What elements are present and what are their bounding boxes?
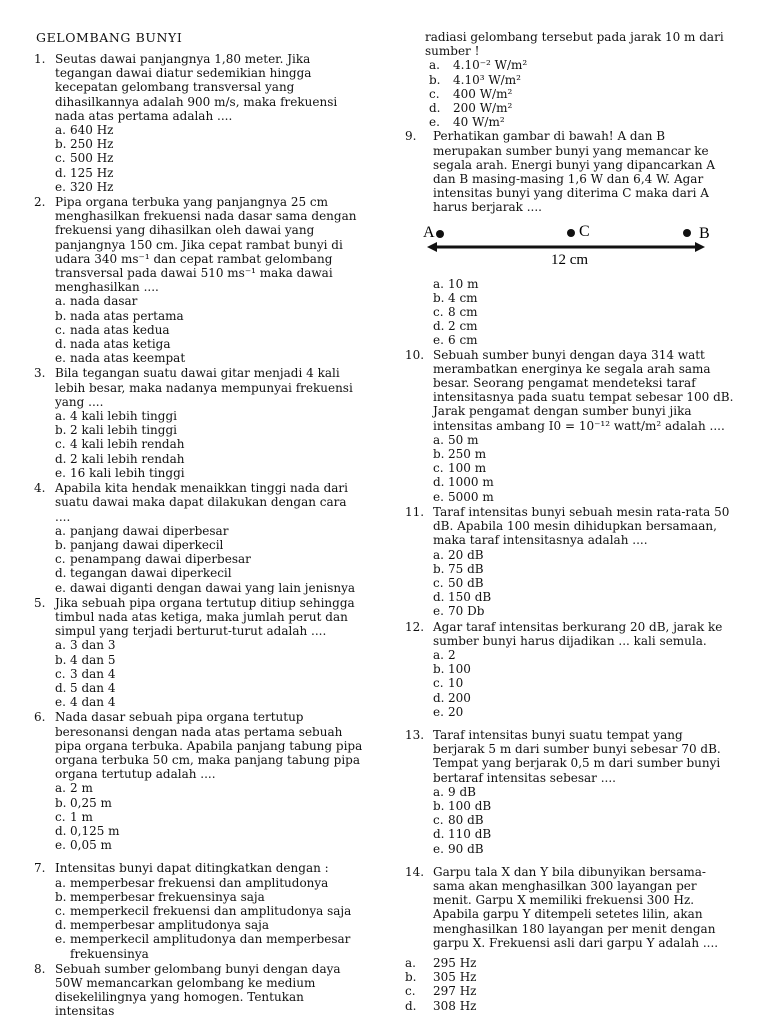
option-letter: a. — [433, 647, 444, 662]
option-a[interactable] — [433, 548, 737, 562]
left-column — [34, 52, 364, 1020]
option-text: 3 dan 3 — [70, 638, 116, 653]
option-letter: a. — [55, 294, 66, 309]
question-number: 13. — [405, 727, 425, 742]
question-4 — [34, 481, 364, 595]
option-letter: d. — [55, 337, 67, 352]
option-b[interactable] — [55, 653, 364, 667]
option-e[interactable] — [433, 490, 737, 504]
option-letter: c. — [55, 322, 66, 337]
option-letter: b. — [55, 889, 67, 904]
option-a[interactable] — [55, 294, 364, 308]
option-d[interactable] — [55, 681, 364, 695]
option-letter: d. — [405, 998, 417, 1013]
option-a[interactable] — [433, 277, 737, 291]
option-a[interactable] — [55, 524, 364, 538]
distance-diagram — [423, 223, 723, 269]
option-letter: e. — [55, 932, 66, 947]
option-text: 4 kali lebih tinggi — [70, 409, 177, 424]
option-b[interactable] — [405, 970, 737, 984]
option-letter: a. — [55, 781, 66, 796]
right-column — [405, 30, 737, 1014]
option-text: 297 Hz — [433, 984, 477, 999]
question-number: 2. — [34, 195, 46, 210]
option-text: memperkecil amplitudonya dan memperbesar frekuensinya — [70, 932, 351, 961]
option-a[interactable] — [55, 781, 364, 795]
option-letter: b. — [55, 423, 67, 438]
option-a[interactable] — [55, 123, 364, 137]
point-a — [436, 230, 444, 238]
question-13 — [405, 728, 737, 856]
option-text: 1000 m — [448, 475, 494, 490]
option-text: 305 Hz — [433, 970, 477, 985]
question-6 — [34, 710, 364, 852]
option-letter: b. — [433, 798, 445, 813]
question-5 — [34, 596, 364, 710]
option-text: 10 m — [448, 276, 479, 291]
option-c[interactable] — [55, 552, 364, 566]
option-text: nada atas keempat — [70, 351, 186, 366]
label-c: C — [579, 222, 590, 240]
question-9 — [405, 129, 737, 214]
option-d[interactable] — [433, 691, 737, 705]
option-letter: d. — [55, 451, 67, 466]
option-text: 250 m — [448, 447, 487, 462]
question-text: Jika sebuah pipa organa tertutup ditiup sehingga timbul nada atas ketiga, maka jumlah perut dan simpul yang terjadi berturut-turut adalah .... — [55, 595, 355, 639]
question-text: Bila tegangan suatu dawai gitar menjadi 4 kali lebih besar, maka nadanya mempunyai frekuensi yang .... — [55, 366, 353, 409]
option-letter: d. — [429, 101, 441, 116]
option-letter: b. — [405, 970, 417, 985]
options-list — [433, 548, 737, 619]
question-3 — [34, 366, 364, 480]
option-d[interactable] — [55, 452, 364, 466]
option-text: 4.10⁻² W/m² — [453, 58, 528, 73]
option-letter: a. — [55, 123, 66, 138]
option-letter: a. — [429, 58, 440, 73]
option-d[interactable] — [55, 918, 364, 932]
question-text: Seutas dawai panjangnya 1,80 meter. Jika tegangan dawai diatur sedemikian hingga kecepatan gelombang transversal yang dihasilkannya adalah 900 m/s, maka frekuensi nada atas pertama adalah .... — [55, 52, 338, 123]
question-2 — [34, 195, 364, 365]
option-e[interactable] — [55, 581, 364, 595]
option-text: 100 — [448, 662, 471, 677]
option-text: 150 dB — [448, 590, 492, 605]
question-number: 10. — [405, 347, 425, 362]
option-text: 320 Hz — [70, 179, 114, 194]
distance-label: 12 cm — [551, 251, 589, 268]
options-list — [55, 524, 364, 595]
option-text: 500 Hz — [70, 151, 114, 166]
option-text: memperbesar amplitudonya saja — [70, 918, 270, 933]
option-text: 20 dB — [448, 547, 484, 562]
option-text: 100 dB — [448, 798, 492, 813]
option-letter: a. — [433, 432, 444, 447]
question-number: 14. — [405, 864, 425, 879]
option-c[interactable] — [405, 984, 737, 998]
question-number: 3. — [34, 366, 46, 381]
option-letter: c. — [55, 809, 66, 824]
option-letter: b. — [55, 537, 67, 552]
option-text: memperbesar frekuensinya saja — [70, 889, 265, 904]
option-text: 2 m — [70, 781, 93, 796]
option-text: nada atas ketiga — [70, 337, 171, 352]
option-e[interactable] — [429, 115, 737, 129]
option-b[interactable] — [55, 137, 364, 151]
option-letter: c. — [405, 984, 416, 999]
option-letter: d. — [55, 566, 67, 581]
question-text: Sebuah sumber gelombang bunyi dengan daya 50W memancarkan gelombang ke medium disekelilingnya yang homogen. Tentukan intensitas — [55, 961, 341, 1019]
options-list — [405, 277, 737, 348]
question-text: Nada dasar sebuah pipa organa tertutup beresonansi dengan nada atas pertama sebuah pipa organa terbuka. Apabila panjang tabung pipa organa terbuka 50 cm, maka panjang tabung pipa organa tertutup adalah .... — [55, 710, 363, 782]
option-d[interactable] — [433, 475, 737, 489]
question-text: Sebuah sumber bunyi dengan daya 314 watt merambatkan energinya ke segala arah sama besar. Seorang pengamat mendeteksi taraf intensitasnya pada suatu tempat sebesar 100 dB. Jarak pengamat dengan sumber bunyi jika intensitas ambang I0 = 10⁻¹² watt/m² adalah .... — [433, 347, 734, 433]
option-letter: c. — [55, 903, 66, 918]
option-letter: b. — [429, 72, 441, 87]
option-letter: e. — [55, 351, 66, 366]
option-letter: a. — [433, 784, 444, 799]
question-10 — [405, 348, 737, 504]
option-e[interactable] — [55, 932, 364, 960]
option-d[interactable] — [55, 337, 364, 351]
option-c[interactable] — [55, 810, 364, 824]
option-b[interactable] — [55, 796, 364, 810]
option-c[interactable] — [55, 904, 364, 918]
question-14 — [405, 865, 737, 1013]
option-letter: e. — [433, 489, 444, 504]
options-list — [55, 123, 364, 194]
option-text: 6 cm — [448, 333, 478, 348]
option-letter: a. — [433, 276, 444, 291]
option-a[interactable] — [433, 433, 737, 447]
question-text: Perhatikan gambar di bawah! A dan B merupakan sumber bunyi yang memancar ke segala arah. Energi bunyi yang dipancarkan A dan B masing-masing 1,6 W dan 6,4 W. Agar intensitas bunyi yang diterima C maka dari A harus berjarak .... — [433, 129, 716, 215]
option-b[interactable] — [433, 291, 737, 305]
option-text: 10 — [448, 676, 464, 691]
question-text: Garpu tala X dan Y bila dibunyikan bersama-sama akan menghasilkan 300 layangan per menit. Garpu X memiliki frekuensi 300 Hz. Apabila garpu Y ditempeli setetes lilin, akan menghasilkan 180 layangan per menit dengan garpu X. Frekuensi asli dari garpu Y adalah .... — [433, 864, 719, 950]
options-list — [433, 785, 737, 856]
question-number: 4. — [34, 481, 46, 496]
option-b[interactable] — [55, 423, 364, 437]
option-letter: b. — [55, 652, 67, 667]
option-text: 8 cm — [448, 305, 478, 320]
option-text: 2 kali lebih tinggi — [70, 423, 177, 438]
question-11 — [405, 505, 737, 619]
option-a[interactable] — [433, 785, 737, 799]
option-letter: a. — [55, 523, 66, 538]
option-text: 250 Hz — [70, 137, 114, 152]
option-e[interactable] — [433, 604, 737, 618]
options-list — [405, 956, 737, 1013]
option-text: panjang dawai diperkecil — [70, 537, 224, 552]
arrow-left-icon — [427, 242, 437, 252]
options-list — [55, 294, 364, 365]
option-text: 50 m — [448, 432, 479, 447]
option-letter: e. — [429, 115, 440, 130]
option-e[interactable] — [55, 180, 364, 194]
option-b[interactable] — [433, 799, 737, 813]
option-text: nada atas kedua — [70, 322, 170, 337]
option-text: 200 — [448, 690, 471, 705]
question-text: Agar taraf intensitas berkurang 20 dB, jarak ke sumber bunyi harus dijadikan ... kali semula. — [433, 619, 723, 648]
option-letter: c. — [433, 461, 444, 476]
question-7 — [34, 861, 364, 960]
option-letter: e. — [55, 465, 66, 480]
option-a[interactable] — [433, 648, 737, 662]
option-text: tegangan dawai diperkecil — [70, 566, 232, 581]
question-8-continuation — [405, 30, 737, 129]
option-e[interactable] — [433, 842, 737, 856]
option-text: 0,25 m — [70, 795, 112, 810]
option-letter: d. — [55, 165, 67, 180]
option-letter: e. — [55, 179, 66, 194]
option-letter: a. — [405, 955, 416, 970]
option-text: 295 Hz — [433, 955, 477, 970]
option-letter: b. — [433, 290, 445, 305]
option-c[interactable] — [433, 305, 737, 319]
option-c[interactable] — [55, 151, 364, 165]
option-text: 80 dB — [448, 813, 484, 828]
option-text: panjang dawai diperbesar — [70, 523, 229, 538]
option-text: 0,05 m — [70, 838, 112, 853]
option-d[interactable] — [433, 319, 737, 333]
option-text: 308 Hz — [433, 998, 477, 1013]
option-text: 0,125 m — [70, 823, 120, 838]
options-list — [55, 876, 364, 961]
question-1 — [34, 52, 364, 194]
option-text: 4 dan 5 — [70, 652, 116, 667]
option-letter: c. — [433, 305, 444, 320]
question-number: 1. — [34, 52, 46, 66]
option-a[interactable] — [55, 638, 364, 652]
option-letter: e. — [433, 704, 444, 719]
question-12 — [405, 620, 737, 719]
option-text: 5000 m — [448, 489, 494, 504]
question-number: 11. — [405, 504, 425, 519]
option-text: 640 Hz — [70, 123, 114, 138]
option-text: memperkecil frekuensi dan amplitudonya saja — [70, 903, 352, 918]
option-b[interactable] — [55, 538, 364, 552]
option-text: penampang dawai diperbesar — [70, 552, 251, 567]
option-letter: d. — [55, 918, 67, 933]
option-a[interactable] — [429, 58, 737, 72]
option-b[interactable] — [433, 662, 737, 676]
option-b[interactable] — [433, 562, 737, 576]
option-text: 4 dan 4 — [70, 695, 116, 710]
option-letter: a. — [55, 409, 66, 424]
option-letter: e. — [433, 333, 444, 348]
option-e[interactable] — [55, 351, 364, 365]
option-d[interactable] — [55, 566, 364, 580]
option-letter: c. — [433, 575, 444, 590]
option-text: 110 dB — [448, 827, 492, 842]
option-e[interactable] — [55, 838, 364, 852]
option-text: memperbesar frekuensi dan amplitudonya — [70, 875, 329, 890]
arrow-right-icon — [695, 242, 705, 252]
option-text: 3 dan 4 — [70, 666, 116, 681]
question-text: radiasi gelombang tersebut pada jarak 10 m dari sumber ! — [425, 30, 724, 59]
question-number: 9. — [405, 129, 417, 144]
option-letter: b. — [433, 447, 445, 462]
option-text: 1 m — [70, 809, 93, 824]
options-list — [55, 409, 364, 480]
option-b[interactable] — [55, 890, 364, 904]
option-letter: d. — [433, 690, 445, 705]
question-text: Pipa organa terbuka yang panjangnya 25 cm menghasilkan frekuensi nada dasar sama dengan frekuensi yang dihasilkan oleh dawai yang panjangnya 150 cm. Jika cepat rambat bunyi di udara 340 ms⁻¹ dan cepat rambat gelombang transversal pada dawai 510 ms⁻¹ maka dawai menghasilkan .... — [55, 195, 357, 295]
option-letter: b. — [55, 308, 67, 323]
option-letter: e. — [55, 695, 66, 710]
option-letter: e. — [55, 838, 66, 853]
label-a: A — [423, 223, 435, 241]
option-text: dawai diganti dengan dawai yang lain jenisnya — [70, 580, 356, 595]
option-text: 4 cm — [448, 290, 478, 305]
option-letter: d. — [433, 827, 445, 842]
option-letter: a. — [433, 547, 444, 562]
option-letter: b. — [433, 561, 445, 576]
question-text: Apabila kita hendak menaikkan tinggi nada dari suatu dawai maka dapat dilakukan dengan cara .... — [55, 481, 348, 524]
option-letter: c. — [429, 86, 440, 101]
option-text: nada atas pertama — [70, 308, 184, 323]
point-c — [567, 229, 575, 237]
option-d[interactable] — [55, 166, 364, 180]
option-letter: a. — [55, 638, 66, 653]
option-letter: d. — [433, 590, 445, 605]
option-text: 4.10³ W/m² — [453, 72, 521, 87]
option-letter: b. — [55, 795, 67, 810]
label-b: B — [699, 224, 710, 242]
option-letter: d. — [55, 823, 67, 838]
option-e[interactable] — [55, 466, 364, 480]
question-number: 8. — [34, 961, 46, 976]
option-c[interactable] — [433, 813, 737, 827]
question-8 — [34, 962, 364, 1019]
option-letter: c. — [55, 552, 66, 567]
option-a[interactable] — [55, 409, 364, 423]
question-text: Taraf intensitas bunyi suatu tempat yang berjarak 5 m dari sumber bunyi sebesar 70 dB. Tempat yang berjarak 0,5 m dari sumber bunyi bertaraf intensitas sebesar .... — [433, 727, 721, 785]
option-letter: d. — [433, 319, 445, 334]
option-e[interactable] — [433, 333, 737, 347]
options-list — [433, 433, 737, 504]
option-text: 400 W/m² — [453, 86, 513, 101]
question-number: 5. — [34, 595, 46, 610]
question-number: 6. — [34, 710, 46, 725]
option-e[interactable] — [55, 695, 364, 709]
option-c[interactable] — [433, 576, 737, 590]
options-list — [55, 638, 364, 709]
options-list — [433, 648, 737, 719]
option-d[interactable] — [405, 999, 737, 1013]
option-text: 200 W/m² — [453, 101, 513, 116]
option-text: 75 dB — [448, 561, 484, 576]
option-letter: d. — [55, 680, 67, 695]
option-text: 70 Db — [448, 604, 485, 619]
option-letter: c. — [55, 437, 66, 452]
option-letter: e. — [55, 580, 66, 595]
question-number: 12. — [405, 619, 425, 634]
option-letter: c. — [433, 676, 444, 691]
option-letter: a. — [55, 875, 66, 890]
point-b — [683, 229, 691, 237]
option-b[interactable] — [433, 447, 737, 461]
page-title: GELOMBANG BUNYI — [36, 30, 183, 45]
option-letter: c. — [55, 151, 66, 166]
option-letter: e. — [433, 841, 444, 856]
question-text: Intensitas bunyi dapat ditingkatkan dengan : — [55, 861, 329, 876]
option-text: 40 W/m² — [453, 115, 505, 130]
option-text: 4 kali lebih rendah — [70, 437, 185, 452]
option-letter: d. — [433, 475, 445, 490]
option-letter: b. — [55, 137, 67, 152]
option-text: 9 dB — [448, 784, 476, 799]
question-number: 7. — [34, 861, 46, 876]
option-text: 16 kali lebih tinggi — [70, 465, 185, 480]
option-a[interactable] — [55, 876, 364, 890]
option-c[interactable] — [55, 667, 364, 681]
options-list — [405, 58, 737, 129]
option-a[interactable] — [405, 956, 737, 970]
option-c[interactable] — [55, 323, 364, 337]
option-text: 2 kali lebih rendah — [70, 451, 185, 466]
option-text: 2 cm — [448, 319, 478, 334]
option-text: nada dasar — [70, 294, 138, 309]
option-c[interactable] — [433, 676, 737, 690]
option-letter: c. — [55, 666, 66, 681]
option-c[interactable] — [55, 437, 364, 451]
options-list — [55, 781, 364, 852]
option-d[interactable] — [433, 590, 737, 604]
option-c[interactable] — [429, 87, 737, 101]
option-text: 125 Hz — [70, 165, 114, 180]
option-text: 90 dB — [448, 841, 484, 856]
option-text: 20 — [448, 704, 464, 719]
option-letter: b. — [433, 662, 445, 677]
option-text: 2 — [448, 647, 456, 662]
question-text: Taraf intensitas bunyi sebuah mesin rata-rata 50 dB. Apabila 100 mesin dihidupkan bersamaan, maka taraf intensitasnya adalah .... — [433, 504, 730, 548]
option-b[interactable] — [55, 309, 364, 323]
option-d[interactable] — [55, 824, 364, 838]
option-b[interactable] — [429, 73, 737, 87]
option-text: 5 dan 4 — [70, 680, 116, 695]
option-d[interactable] — [429, 101, 737, 115]
option-e[interactable] — [433, 705, 737, 719]
option-d[interactable] — [433, 827, 737, 841]
option-c[interactable] — [433, 461, 737, 475]
option-text: 100 m — [448, 461, 487, 476]
option-letter: c. — [433, 813, 444, 828]
option-text: 50 dB — [448, 575, 484, 590]
option-letter: e. — [433, 604, 444, 619]
